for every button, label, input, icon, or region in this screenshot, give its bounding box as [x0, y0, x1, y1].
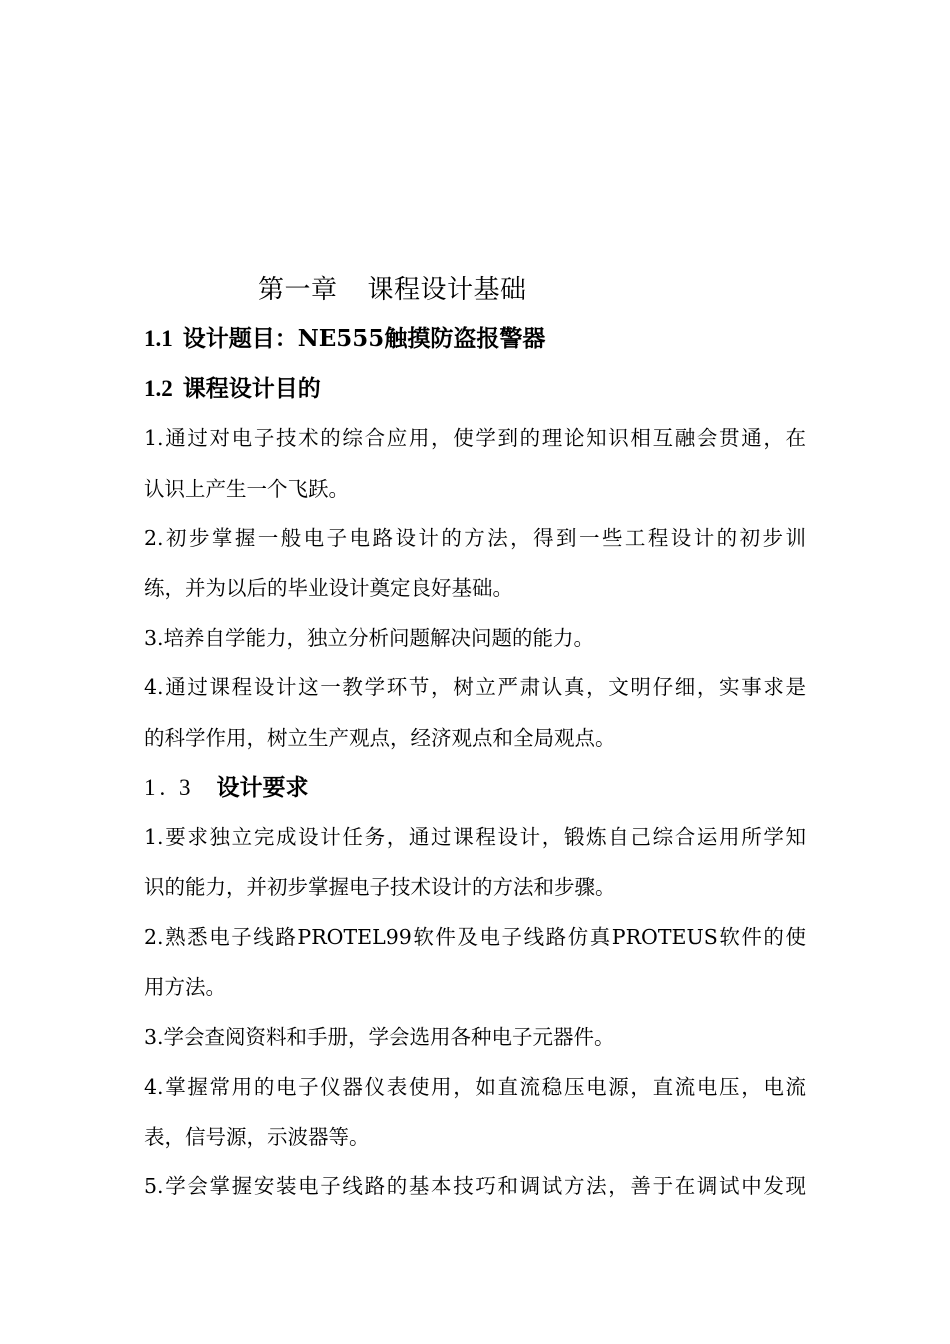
section-title: 设计要求 — [216, 774, 309, 801]
paragraph-line: 的科学作用，树立生产观点，经济观点和全局观点。 — [144, 726, 616, 750]
paragraph-line: 2.熟悉电子线路PROTEL99软件及电子线路仿真PROTEUS软件的使 — [144, 925, 806, 949]
section-heading-1-3 — [144, 771, 309, 805]
paragraph-line: 1.通过对电子技术的综合应用，使学到的理论知识相互融会贯通，在 — [144, 426, 806, 450]
section-number: 1. 3 — [144, 775, 195, 800]
paragraph-line: 4.掌握常用的电子仪器仪表使用，如直流稳压电源，直流电压，电流 — [144, 1075, 806, 1099]
chapter-title — [258, 270, 527, 310]
paragraph-line: 3.学会查阅资料和手册，学会选用各种电子元器件。 — [144, 1025, 615, 1049]
section-number: 1.2 — [144, 376, 173, 401]
paragraph-line: 认识上产生一个飞跃。 — [144, 477, 349, 501]
section-title: 课程设计目的 — [182, 375, 321, 402]
paragraph-line: 1.要求独立完成设计任务，通过课程设计，锻炼自己综合运用所学知 — [144, 825, 806, 849]
section-heading-1-2 — [144, 372, 321, 406]
paragraph-line: 4.通过课程设计这一教学环节，树立严肃认真，文明仔细，实事求是 — [144, 675, 806, 699]
paragraph-line: 识的能力，并初步掌握电子技术设计的方法和步骤。 — [144, 875, 616, 899]
paragraph-line: 2.初步掌握一般电子电路设计的方法，得到一些工程设计的初步训 — [144, 526, 806, 550]
chapter-name: 课程设计基础 — [367, 275, 527, 305]
paragraph-line: 练，并为以后的毕业设计奠定良好基础。 — [144, 576, 513, 600]
section-heading-1-1 — [144, 322, 545, 356]
section-title: 设计题目：NE555触摸防盗报警器 — [182, 325, 546, 352]
chapter-label: 第一章 — [258, 275, 338, 305]
paragraph-line: 表，信号源，示波器等。 — [144, 1125, 370, 1149]
paragraph-line: 3.培养自学能力，独立分析问题解决问题的能力。 — [144, 626, 595, 650]
section-number: 1.1 — [144, 326, 173, 351]
paragraph-line: 5.学会掌握安装电子线路的基本技巧和调试方法，善于在调试中发现 — [144, 1174, 806, 1198]
paragraph-line: 用方法。 — [144, 975, 226, 999]
